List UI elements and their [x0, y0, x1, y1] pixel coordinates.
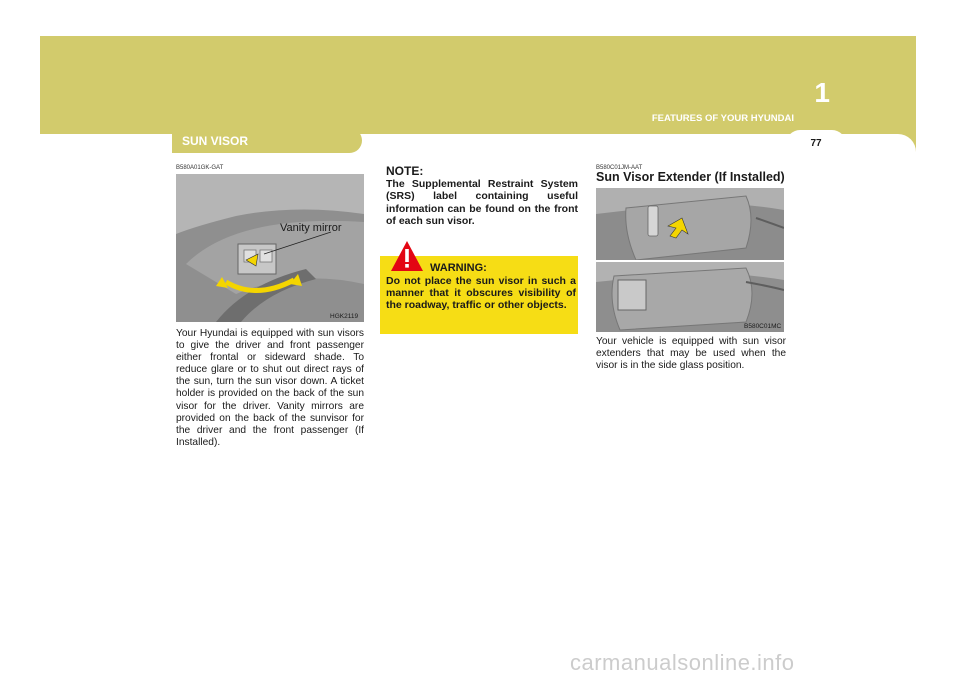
- chapter-title: FEATURES OF YOUR HYUNDAI: [651, 113, 794, 124]
- extender-photo-bottom: [596, 262, 784, 332]
- note-body: The Supplemental Restraint System (SRS) label containing useful information can be found on the front of each sun visor.: [386, 178, 578, 227]
- extender-title: Sun Visor Extender (If Installed): [596, 170, 785, 184]
- warning-body: Do not place the sun visor in such a manner that it obscures visibility of the roadway, traffic or other objects.: [386, 275, 576, 312]
- page-number: 77: [810, 138, 822, 149]
- note-heading: NOTE:: [386, 164, 424, 178]
- extender-photo-top: [596, 188, 784, 260]
- chapter-number: 1: [814, 77, 830, 108]
- watermark: carmanualsonline.info: [570, 650, 795, 675]
- section-title: SUN VISOR: [182, 134, 249, 148]
- figure-code: HGK2119: [330, 313, 359, 320]
- sun-visor-body: Your Hyundai is equipped with sun visors to give the driver and front passenger either frontal or sideward shade. To reduce glare or to shut out direct rays of the sun, turn the sun visor down. A ticket holder is provided on the back of the sun visor for the driver. Vanity mirrors are provided on the back of the sunvisor for the driver and the front passenger (If Installed).: [176, 328, 364, 448]
- extender-body: Your vehicle is equipped with sun visor extenders that may be used when the visor is in the side glass position.: [596, 336, 786, 372]
- sun-visor-photo: [176, 174, 364, 322]
- warning-heading: WARNING:: [430, 262, 487, 274]
- vanity-mirror-callout: Vanity mirror: [280, 222, 342, 234]
- extender-figure-code: B580C01MC: [744, 323, 782, 330]
- extender-code: B580C01JM-AAT: [596, 165, 643, 171]
- warning-triangle-icon: [390, 240, 424, 272]
- section-code: B580A01GK-GAT: [176, 165, 224, 171]
